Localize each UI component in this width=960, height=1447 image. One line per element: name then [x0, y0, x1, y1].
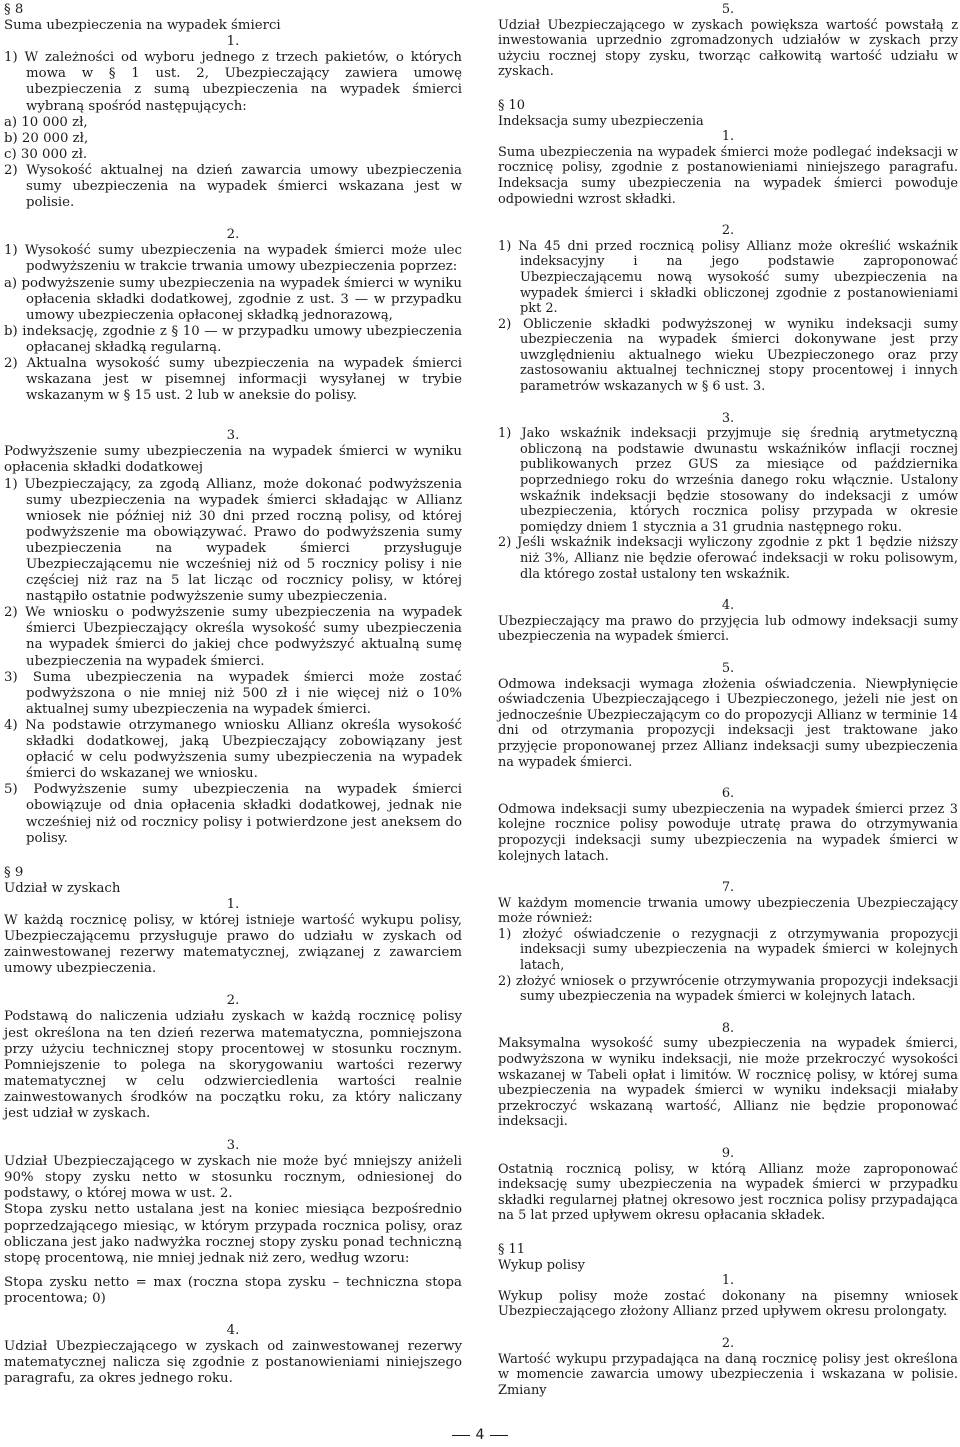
section-8-mark: § 8 [4, 2, 24, 17]
left-column [4, 0, 462, 1387]
s8-u1-number: 1. [226, 34, 240, 50]
s10-u2-number: 2. [721, 223, 735, 239]
page-number-value: 4 [475, 1427, 485, 1443]
s8-u1-item: 2) Wysokość aktualnej na dzień zawarcia umowy ubezpieczenia sumy ubezpieczenia na wypadek śmierci wskazana jest w polisie. [4, 162, 462, 211]
s8-u3-item: 2) We wniosku o podwyższenie sumy ubezpieczenia na wypadek śmierci Ubezpieczający określa wysokość sumy ubezpieczenia na wypadek śmierci do jakiej chce podwyższyć aktualną sumę ubezpieczenia na wypadek śmierci. [4, 605, 462, 669]
s9-u4-text: Udział Ubezpieczającego w zyskach od zainwestowanej rezerwy matematycznej nalicza się zgodnie z postanowieniami niniejszego paragrafu, za okres jednego roku. [4, 1339, 462, 1387]
s8-u1-item: a) 10 000 zł, [4, 114, 88, 130]
section-11-mark: § 11 [498, 1241, 525, 1257]
s10-u5-number: 5. [721, 660, 735, 676]
s11-u2-text: Wartość wykupu przypadająca na daną rocznicę polisy jest określona w momencie zawarcia umowy ubezpieczenia i wskazana w polisie. Zmiany [498, 1351, 958, 1398]
s8-u1-item: 1) W zależności od wyboru jednego z trzech pakietów, o których mowa w § 1 ust. 2, Ubezpieczający zawiera umowę ubezpieczenia z sumą ubezpieczenia na wypadek śmierci wybraną spośród następujących: [4, 50, 462, 114]
s10-u3-item: 1) Jako wskaźnik indeksacji przyjmuje się średnią arytmetyczną obliczoną na podstawie dwunastu wskaźników inflacji rocznej publikowanych przez GUS za miesiące od października poprzedniego roku do września danego roku włącznie. Ustalony wskaźnik indeksacji będzie stosowany do indeksacji z umów ubezpieczenia, których rocznica polisy przypada w okresie pomiędzy dniem 1 stycznia a 31 grudnia następnego roku. [498, 426, 958, 535]
s10-u5-text: Odmowa indeksacji wymaga złożenia oświadczenia. Niewpłynięcie oświadczenia Ubezpieczającego i Ubezpieczonego, jeżeli nie jest on jednocześnie Ubezpieczającym co do propozycji Allianz w terminie 14 dni od otrzymania propozycji indeksacji jest traktowane jako przyjęcie proponowanej przez Allianz indeksacji sumy ubezpieczenia na wypadek śmierci. [498, 676, 958, 770]
s9-u3-formula: Stopa zysku netto = max (roczna stopa zysku – techniczna stopa procentowa; 0) [4, 1274, 462, 1306]
s11-u1-text: Wykup polisy może zostać dokonany na pisemny wniosek Ubezpieczającego złożony Allianz przed upływem okresu prolongaty. [498, 1288, 958, 1320]
section-11-title: Wykup polisy [498, 1257, 585, 1273]
s9-u2-text: Podstawą do naliczenia udziału zyskach w każdą rocznicę polisy jest określona na ten dzień rezerwa matematyczna, pomniejszona przy użyciu technicznej stopy procentowej w stosunku rocznym. Pomniejszenie to polega na skorygowaniu wartości rezerwy matematycznej w celu odzwierciedlenia wartości realnie zainwestowanych środków na początku roku, za który naliczany jest udział w zyskach. [4, 1009, 462, 1121]
s8-u2-item: 1) Wysokość sumy ubezpieczenia na wypadek śmierci może ulec podwyższeniu w trakcie trwania umowy ubezpieczenia poprzez: [4, 243, 462, 275]
s10-u7-item: 1) złożyć oświadczenie o rezygnacji z otrzymywania propozycji indeksacji sumy ubezpieczenia na wypadek śmierci w kolejnych latach, [498, 926, 958, 974]
s10-u7-item: 2) złożyć wniosek o przywrócenie otrzymywania propozycji indeksacji sumy ubezpieczenia na wypadek śmierci w kolejnych latach. [498, 973, 958, 1005]
s8-u3-item: 5) Podwyższenie sumy ubezpieczenia na wypadek śmierci obowiązuje od dnia opłacenia składki dodatkowej, jednak nie wcześniej niż od rocznicy polisy i potwierdzone jest aneksem do polisy. [4, 782, 462, 846]
page-number [0, 1427, 960, 1443]
s9-u1-number: 1. [226, 896, 240, 912]
s9-u3-text-1: Udział Ubezpieczającego w zyskach nie może być mniejszy aniżeli 90% stopy zysku netto w stosunku rocznym, odniesionej do podstawy, o której mowa w ust. 2. [4, 1154, 462, 1202]
section-10-title: Indeksacja sumy ubezpieczenia [498, 113, 704, 129]
s10-u8-number: 8. [721, 1020, 735, 1036]
section-9-mark: § 9 [4, 864, 24, 880]
s10-u3-number: 3. [721, 410, 735, 426]
s10-u2-item: 2) Obliczenie składki podwyższonej w wyniku indeksacji sumy ubezpieczenia na wypadek śmierci dokonywane jest przy uwzględnieniu aktualnego wieku Ubezpieczonego oraz przy zastosowaniu aktualnej technicznej stopy procentowej i innych parametrów wskazanych w § 6 ust. 3. [498, 316, 958, 395]
s10-u7-number: 7. [721, 880, 735, 896]
s8-u3-intro: Podwyższenie sumy ubezpieczenia na wypadek śmierci w wyniku opłacenia składki dodatkowej [4, 444, 462, 476]
s8-u2-number: 2. [226, 227, 240, 243]
s8-u1-item: b) 20 000 zł, [4, 130, 89, 146]
section-8-title: Suma ubezpieczenia na wypadek śmierci [4, 18, 281, 34]
s10-u1-text: Suma ubezpieczenia na wypadek śmierci może podlegać indeksacji w rocznicę polisy, zgodnie z postanowieniami niniejszego paragrafu. Indeksacja sumy ubezpieczenia na wypadek śmierci powoduje odpowiedni wzrost składki. [498, 144, 958, 207]
s8-u3-item: 1) Ubezpieczający, za zgodą Allianz, może dokonać podwyższenia sumy ubezpieczenia na wypadek śmierci składając w Allianz wniosek nie później niż 30 dni przed roczną polisy, od której podwyższenie ma obowiązywać. Prawo do podwyższenia sumy ubezpieczenia na wypadek śmierci przysługuje Ubezpieczającemu nie wcześniej niż od 5 rocznicy polisy i nie częściej niż raz na 5 lat licząc od rocznicy polisy, w której nastąpiło ostatnie podwyższenie sumy ubezpieczenia. [4, 476, 462, 605]
s10-u4-number: 4. [721, 598, 735, 614]
s10-u4-text: Ubezpieczający ma prawo do przyjęcia lub odmowy indeksacji sumy ubezpieczenia na wypadek śmierci. [498, 613, 958, 645]
right-column [498, 0, 958, 1398]
s9-u5-number: 5. [721, 2, 735, 17]
s11-u1-number: 1. [721, 1273, 735, 1289]
s10-u6-number: 6. [721, 786, 735, 802]
s8-u2-item: 2) Aktualna wysokość sumy ubezpieczenia na wypadek śmierci wskazana jest w pisemnej informacji wysyłanej w trybie wskazanym w § 15 ust. 2 lub w aneksie do polisy. [4, 355, 462, 404]
s11-u2-number: 2. [721, 1335, 735, 1351]
s9-u1-text: W każdą rocznicę polisy, w której istnieje wartość wykupu polisy, Ubezpieczającemu przysługuje prawo do udziału w zyskach od zainwestowanej rezerwy matematycznej, związanej z zawarciem umowy ubezpieczenia. [4, 912, 462, 977]
s9-u3-text-2: Stopa zysku netto ustalana jest na koniec miesiąca bezpośrednio poprzedzającego miesiąc, w którym przypada rocznica polisy, oraz obliczana jest jako nadwyżka rocznej stopy zysku ponad techniczną stopę procentową, nie mniej jednak niż zero, według wzoru: [4, 1202, 462, 1266]
page-number-dash-right [490, 1435, 508, 1436]
s8-u1-item: c) 30 000 zł. [4, 146, 88, 162]
s9-u3-number: 3. [226, 1138, 240, 1154]
s8-u3-number: 3. [226, 428, 240, 444]
section-10-mark: § 10 [498, 97, 525, 113]
s10-u8-text: Maksymalna wysokość sumy ubezpieczenia na wypadek śmierci, podwyższona w wyniku indeksacji, nie może przekroczyć wysokości wskazanej w Tabeli opłat i limitów. W rocznicę polisy, w której suma ubezpieczenia na wypadek śmierci w wyniku indeksacji miałaby przekroczyć wskazaną wartość, Allianz nie będzie proponować indeksacji. [498, 1036, 958, 1130]
section-9-title: Udział w zyskach [4, 880, 121, 896]
s8-u3-item: 3) Suma ubezpieczenia na wypadek śmierci może zostać podwyższona o nie mniej niż 500 zł i nie więcej niż o 10% aktualnej sumy ubezpieczenia na wypadek śmierci. [4, 669, 462, 717]
s10-u3-item: 2) Jeśli wskaźnik indeksacji wyliczony zgodnie z pkt 1 będzie niższy niż 3%, Allianz nie będzie oferować indeksacji w roku polisowym, dla którego został ustalony ten wskaźnik. [498, 535, 958, 582]
s8-u2-item: b) indeksację, zgodnie z § 10 — w przypadku umowy ubezpieczenia opłacanej składką regularną. [4, 323, 462, 355]
s8-u2-item: a) podwyższenie sumy ubezpieczenia na wypadek śmierci w wyniku opłacenia składki dodatkowej, zgodnie z ust. 3 — w przypadku umowy ubezpieczenia opłaconej składką jednorazową, [4, 275, 462, 323]
s9-u2-number: 2. [226, 993, 240, 1009]
s10-u1-number: 1. [721, 129, 735, 145]
s10-u7-intro: W każdym momencie trwania umowy ubezpieczenia Ubezpieczający może również: [498, 895, 958, 927]
s10-u9-number: 9. [721, 1146, 735, 1161]
s10-u9-text: Ostatnią rocznicą polisy, w którą Allianz może zaproponować indeksację sumy ubezpieczenia na wypadek śmierci w przypadku składki regularnej płatnej okresowo jest rocznica polisy przypadająca na 5 lat przed upływem okresu opłacania składek. [498, 1161, 958, 1224]
s9-u5-text: Udział Ubezpieczającego w zyskach powiększa wartość powstałą z inwestowania uprzednio zgromadzonych udziałów w zyskach przy użyciu rocznej stopy zysku, tworząc całkowitą wartość udziału w zyskach. [498, 17, 958, 80]
s9-u4-number: 4. [226, 1323, 240, 1339]
s8-u3-item: 4) Na podstawie otrzymanego wniosku Allianz określa wysokość składki dodatkowej, jaką Ubezpieczający zobowiązany jest opłacić w celu podwyższenia sumy ubezpieczenia na wypadek śmierci do wskazanej we wniosku. [4, 717, 462, 782]
page-number-dash-left [452, 1435, 470, 1436]
s10-u2-item: 1) Na 45 dni przed rocznicą polisy Allianz może określić wskaźnik indeksacyjny i na jego podstawie zaproponować Ubezpieczającemu nową wysokość sumy ubezpieczenia na wypadek śmierci i składki obliczonej zgodnie z postanowieniami pkt 2. [498, 238, 958, 317]
s10-u6-text: Odmowa indeksacji sumy ubezpieczenia na wypadek śmierci przez 3 kolejne rocznice polisy powoduje utratę prawa do otrzymywania propozycji indeksacji sumy ubezpieczenia na wypadek śmierci w kolejnych latach. [498, 801, 958, 864]
